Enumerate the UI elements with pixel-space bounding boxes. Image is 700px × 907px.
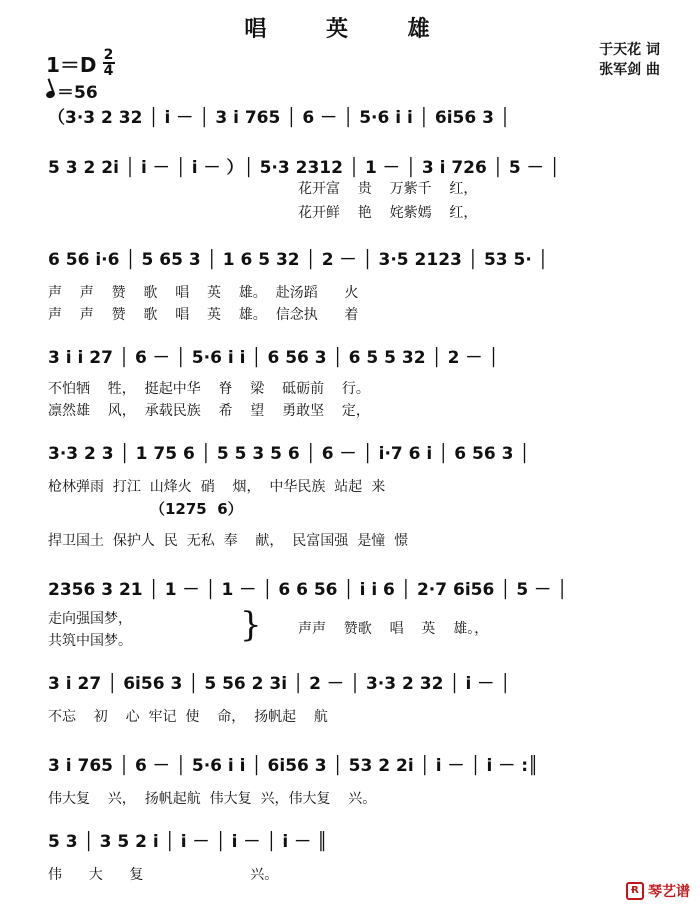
lyric-line: 共筑中国梦。: [48, 633, 132, 649]
brace-symbol: }: [240, 605, 262, 645]
lyric-line: 伟大复 兴， 扬帆起航 伟大复 兴，伟大复 兴。: [48, 791, 377, 807]
song-title: 唱 英 雄: [244, 17, 456, 42]
credits: [599, 40, 660, 80]
notation-row-5: 3·3 2 3 │ 1 75 6 │ 5 5 3 5 6 │ 6 － │ i·7 6 i │ 6 56 3 │: [48, 444, 530, 464]
notation-row-8: 3 i 765 │ 6 － │ 5·6 i i │ 6i56 3 │ 53 2 2i │ i － │ i － :║: [48, 756, 539, 776]
watermark-logo: [626, 881, 690, 901]
notation-row-2: 5 3 2 2i │ i － │ i － ）│ 5·3 2312 │ 1 － │ 3 i 726 │ 5 － │: [48, 158, 560, 178]
key-signature: [46, 48, 115, 78]
lyric-line: 不忘 初 心 牢记 使 命， 扬帆起 航: [48, 709, 328, 725]
tempo-value: ＝56: [57, 83, 98, 103]
lyric-line: 走向强国梦，: [48, 611, 132, 627]
composer: 张军剑 曲: [599, 62, 660, 78]
lyric-line: 声 声 赞 歌 唱 英 雄。 信念执 着: [48, 307, 359, 323]
time-bottom: 4: [103, 63, 114, 79]
key-label: 1＝D: [46, 52, 97, 77]
lyric-line: 凛然雄 风， 承载民族 希 望 勇敢坚 定，: [48, 403, 370, 419]
notation-row-1: （3·3 2 32 │ i － │ 3 i 765 │ 6 － │ 5·6 i i │ 6i56 3 │: [48, 108, 511, 128]
notation-row-6: 2356 3 21 │ 1 － │ 1 － │ 6 6 56 │ i i 6 │ 2·7 6i56 │ 5 － │: [48, 580, 568, 600]
lyric-line: 不怕牺 牲， 挺起中华 脊 梁 砥砺前 行。: [48, 381, 370, 397]
time-signature: [103, 48, 115, 78]
logo-icon: Ɍ: [626, 882, 644, 900]
lyric-line: 声声 赞歌 唱 英 雄。，: [298, 621, 489, 637]
notation-row-3: 6 56 i·6 │ 5 65 3 │ 1 6 5 32 │ 2 － │ 3·5 2123 │ 53 5· │: [48, 250, 548, 270]
notation-row-4: 3 i i 27 │ 6 － │ 5·6 i i │ 6 56 3 │ 6 5 5 32 │ 2 － │: [48, 348, 499, 368]
lyric-line: 花开鲜 艳 姹紫嫣 红，: [298, 205, 478, 221]
notation-row-9: 5 3 │ 3 5 2 i │ i － │ i － │ i － ║: [48, 832, 328, 852]
lyric-line: 伟 大 复 兴。: [48, 867, 279, 883]
time-top: 2: [103, 47, 114, 63]
lyric-line: 捍卫国土 保护人 民 无私 奉 献， 民富国强 是憧 憬: [48, 533, 409, 549]
watermark-text: 琴艺谱: [648, 884, 690, 900]
inline-notation: （1275 6）: [150, 500, 243, 518]
lyric-line: 声 声 赞 歌 唱 英 雄。 赴汤蹈 火: [48, 285, 359, 301]
lyric-line: 花开富 贵 万紫千 红，: [298, 181, 478, 197]
lyricist: 于天花 词: [599, 42, 660, 58]
notation-row-7: 3 i 27 │ 6i56 3 │ 5 56 2 3i │ 2 － │ 3·3 2 32 │ i － │: [48, 674, 511, 694]
lyric-line: 枪林弹雨 打江 山烽火 硝 烟， 中华民族 站起 来: [48, 479, 386, 495]
